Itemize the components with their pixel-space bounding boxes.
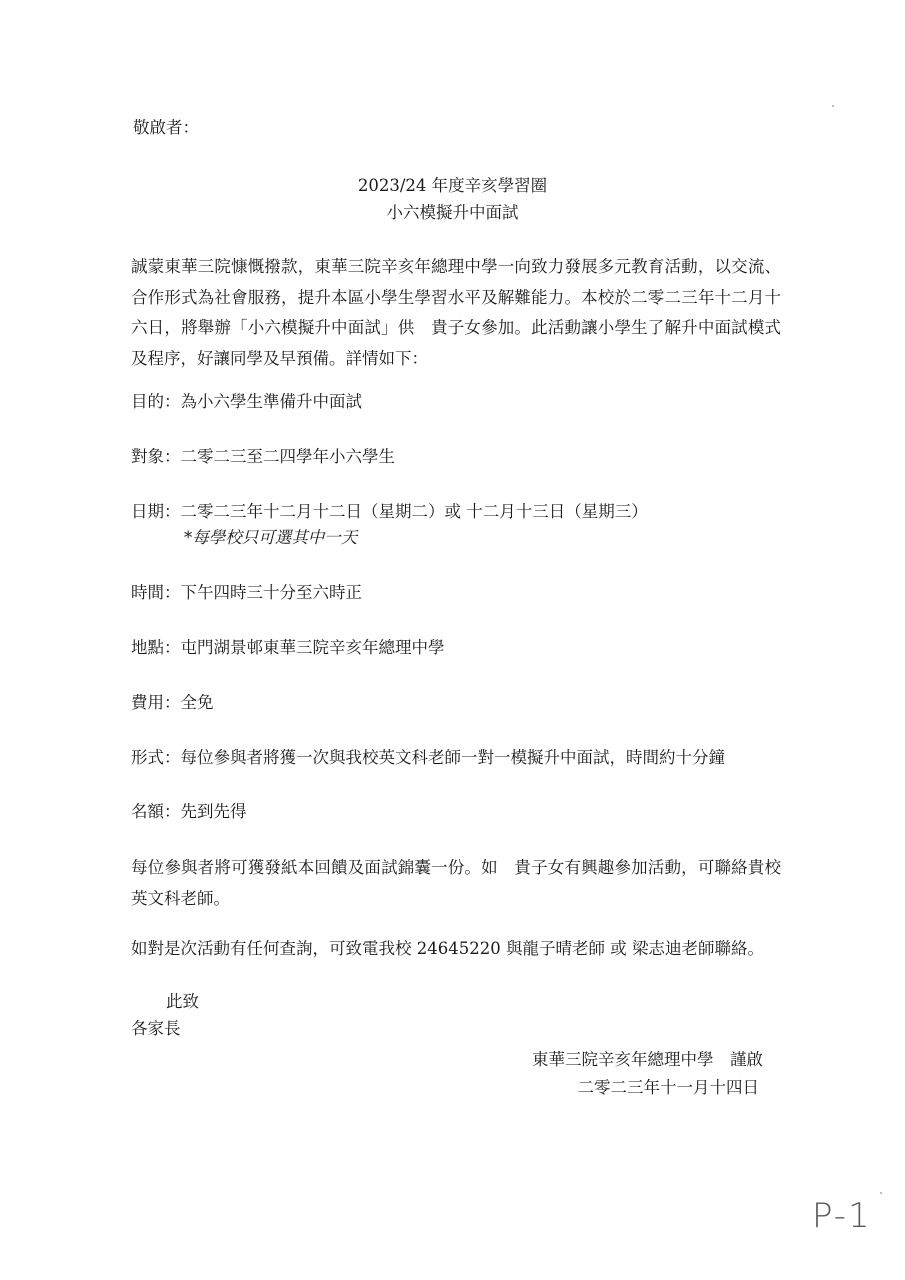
detail-date-note: *每學校只可選其中一天	[184, 528, 358, 547]
title-line-2: 小六模擬升中面試	[386, 203, 519, 222]
detail-fee: 費用：全免	[131, 693, 214, 712]
detail-target: 對象：二零二三至二四學年小六學生	[131, 447, 395, 466]
title-line-1: 2023/24 年度辛亥學習圈	[357, 176, 548, 195]
enquiry-line: 如對是次活動有任何查詢，可致電我校 24645220 與龍子晴老師 或 梁志迪老師聯絡。	[131, 939, 764, 958]
detail-quota: 名額：先到先得	[131, 802, 247, 821]
closing-line-2: 各家長	[131, 1019, 181, 1038]
page-number-mark: P-1	[812, 1196, 872, 1236]
closing-line-1: 此致	[166, 992, 199, 1011]
detail-time: 時間：下午四時三十分至六時正	[131, 583, 362, 602]
detail-purpose: 目的：為小六學生準備升中面試	[131, 392, 362, 411]
feedback-paragraph: 每位參與者將可獲發紙本回饋及面試錦囊一份。如 貴子女有興趣參加活動，可聯絡貴校英文科老師。	[131, 858, 781, 908]
detail-venue: 地點：屯門湖景邨東華三院辛亥年總理中學	[131, 638, 445, 657]
detail-date: 日期：二零二三年十二月十二日（星期二）或 十二月十三日（星期三）	[131, 502, 648, 521]
scan-speck	[832, 105, 834, 107]
detail-format: 形式：每位參與者將獲一次與我校英文科老師一對一模擬升中面試，時間約十分鐘	[131, 748, 725, 767]
scan-speck	[880, 1192, 882, 1194]
signature-line: 東華三院辛亥年總理中學 謹啟	[532, 1050, 763, 1069]
intro-paragraph: 誠蒙東華三院慷慨撥款，東華三院辛亥年總理中學一向致力發展多元教育活動，以交流、合作形式為社會服務，提升本區小學生學習水平及解難能力。本校於二零二三年十二月十六日，將舉辦「小六模擬升中面試」供 貴子女參加。此活動讓小學生了解升中面試模式及程序，好讓同學及早預備。詳情如下：	[131, 257, 781, 368]
signature-date: 二零二三年十一月十四日	[577, 1078, 759, 1097]
salutation: 敬啟者：	[133, 118, 199, 137]
